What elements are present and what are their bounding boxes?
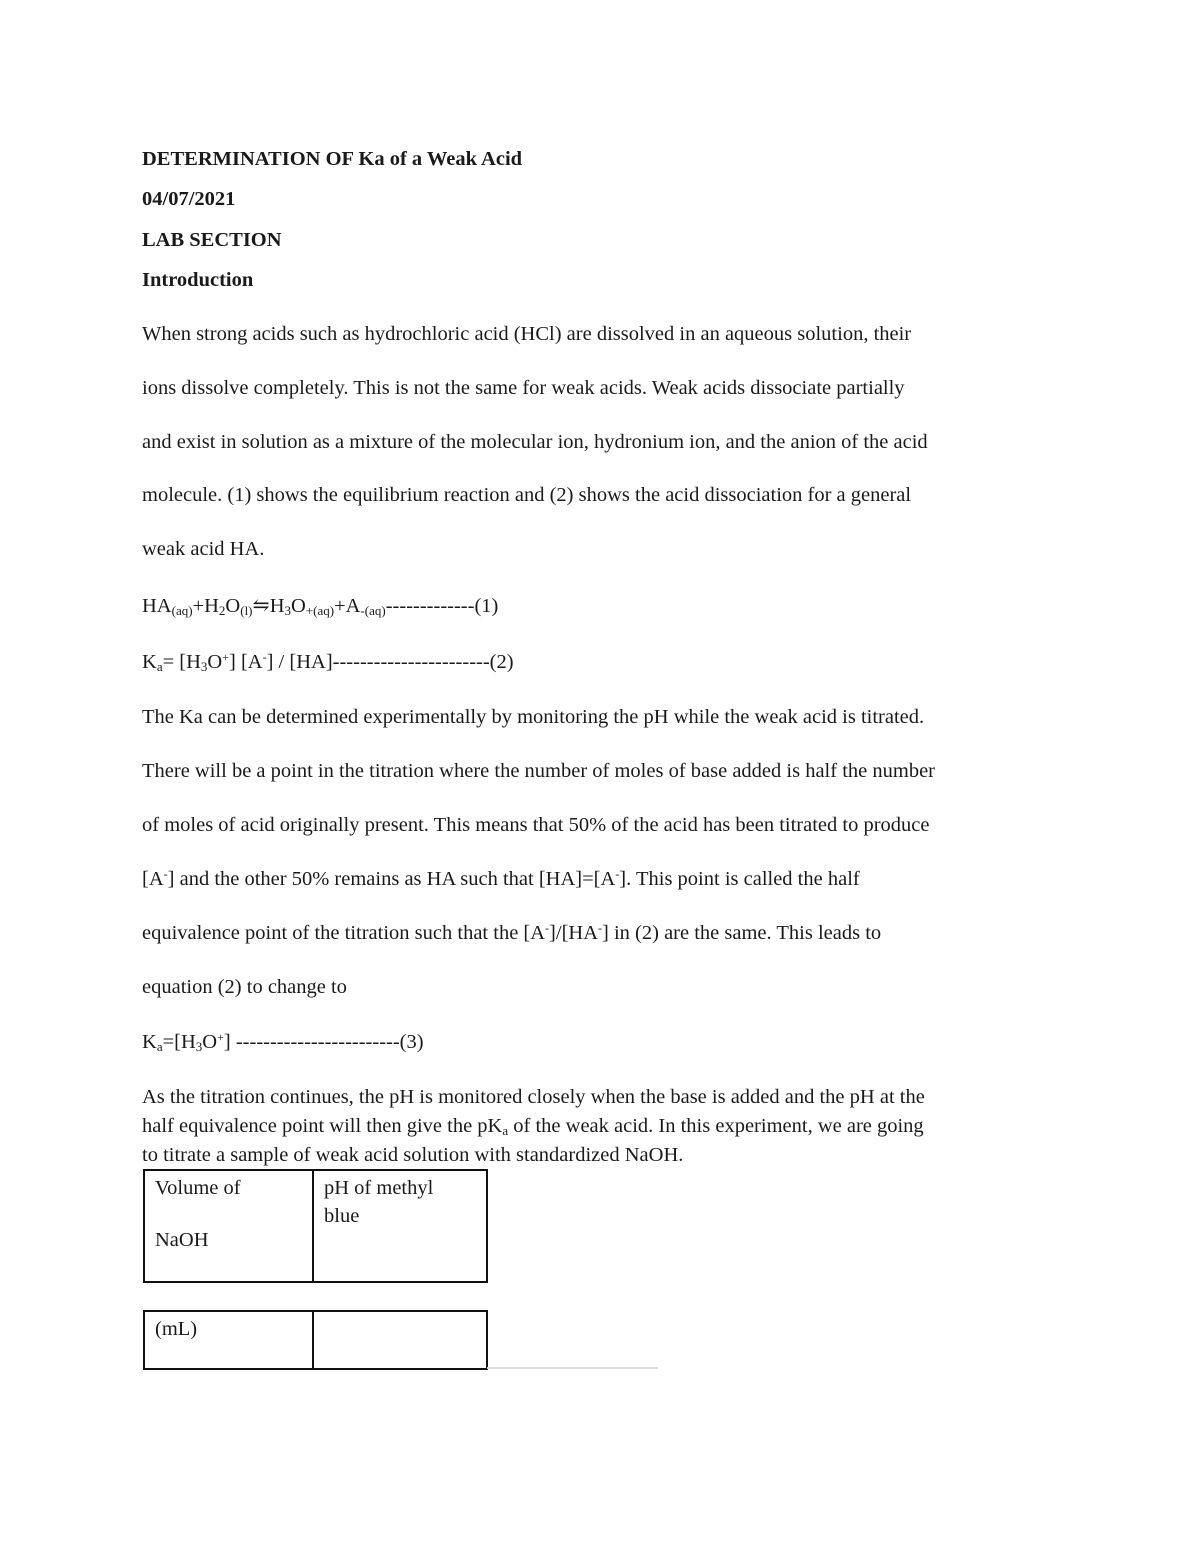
paragraph-line: [A-] and the other 50% remains as HA such that [HA]=[A-]. This point is called the half — [142, 867, 860, 890]
document-date: 04/07/2021 — [142, 188, 236, 210]
paragraph-line: of moles of acid originally present. This means that 50% of the acid has been titrated to produce — [142, 814, 930, 836]
document-title: DETERMINATION OF Ka of a Weak Acid — [142, 148, 523, 170]
paragraph-line: As the titration continues, the pH is monitored closely when the base is added and the pH at the — [142, 1086, 925, 1108]
equation-2: $K_a= [H_3O^+]$ [A-] / [HA]-----------------------(2) — [142, 650, 514, 674]
paragraph-line: and exist in solution as a mixture of the molecular ion, hydronium ion, and the anion of the acid — [142, 431, 928, 453]
paragraph-line: half equivalence point will then give the $pK_a$ of the weak acid. In this experiment, we are going — [142, 1115, 924, 1138]
table-cell-empty — [314, 1312, 486, 1368]
paragraph-line: There will be a point in the titration where the number of moles of base added is half the number — [142, 760, 935, 782]
paragraph-line: ions dissolve completely. This is not the same for weak acids. Weak acids dissociate partially — [142, 377, 905, 399]
table-cell-volume: Volume of NaOH — [145, 1171, 314, 1281]
data-table-header — [143, 1169, 488, 1283]
paragraph-line: When strong acids such as hydrochloric acid (HCl) are dissolved in an aqueous solution, their — [142, 323, 912, 345]
paragraph-line: The Ka can be determined experimentally by monitoring the pH while the weak acid is titrated. — [142, 706, 925, 728]
table-cell-units: (mL) — [145, 1312, 314, 1368]
paragraph-line: weak acid HA. — [142, 538, 265, 560]
paragraph-line: equation (2) to change to — [142, 976, 347, 998]
introduction-heading: Introduction — [142, 269, 254, 291]
data-table-units — [143, 1310, 488, 1370]
table-cell-ph: pH of methyl blue — [324, 1177, 434, 1227]
equation-1: $HA_{(aq)}+H_2O_{(l)}⇋H_3O_{+(aq)}+A_{-(aq)}-------------(1)$ — [142, 595, 499, 618]
paragraph-line: equivalence point of the titration such that the [A-]/[HA-] in (2) are the same. This leads to — [142, 921, 882, 944]
paragraph-line: to titrate a sample of weak acid solution with standardized NaOH. — [142, 1144, 684, 1166]
equation-3: $K_a=[H_3O^+]$ ------------------------(3) — [142, 1030, 424, 1054]
table-rule — [487, 1367, 658, 1369]
paragraph-line: molecule. (1) shows the equilibrium reaction and (2) shows the acid dissociation for a general — [142, 484, 912, 506]
lab-section-label: LAB SECTION — [142, 229, 282, 251]
